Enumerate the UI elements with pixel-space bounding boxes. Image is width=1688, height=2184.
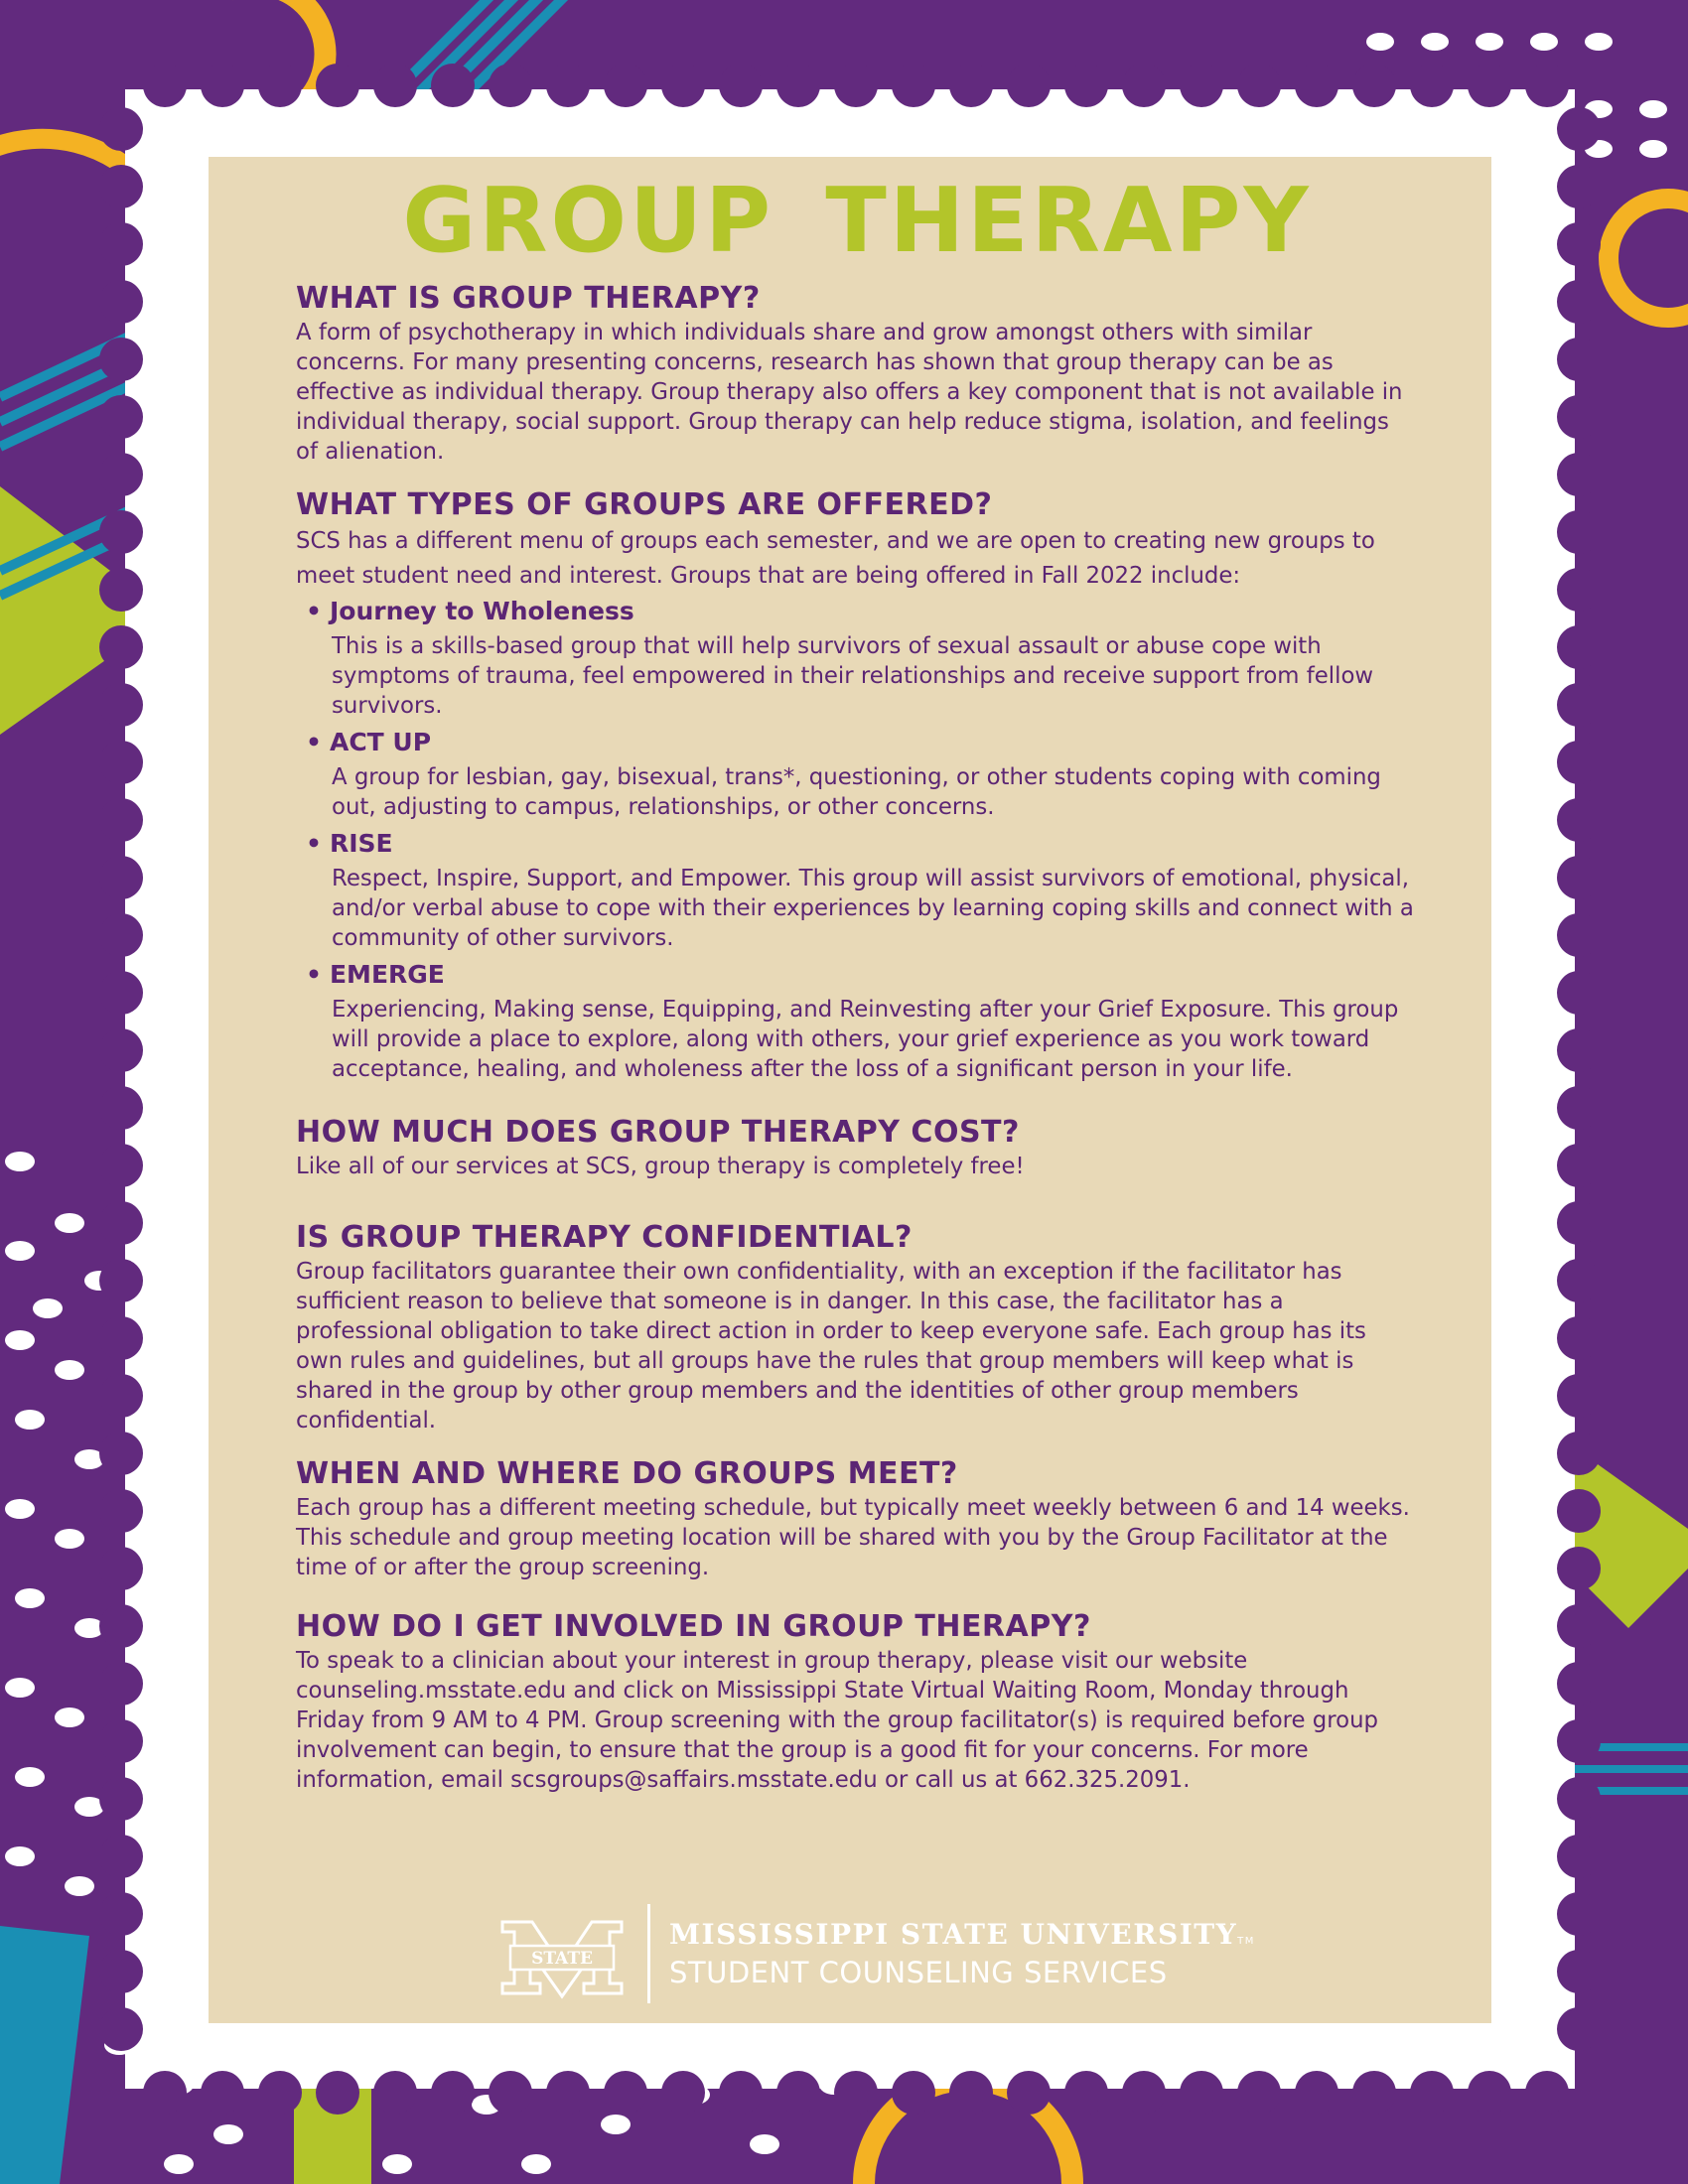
university-label: MISSISSIPPI STATE UNIVERSITY bbox=[669, 1918, 1238, 1951]
university-name bbox=[669, 1918, 1255, 1951]
section-body: To speak to a clinician about your interest in group therapy, please visit our website counseling.msstate.edu and click on Mississippi State Virtual Waiting Room, Monday through Friday from 9 AM to 4 PM. Group screening with the group facilitator(s) is required before group involvement can begin, to ensure that the group is a good fit for your concerns. For more information, email scsgroups@saffairs.msstate.edu or call us at 662.325.2091. bbox=[296, 1648, 1378, 1793]
section-body: SCS has a different menu of groups each semester, and we are open to creating new groups to meet student need and interest. Groups that are being offered in Fall 2022 include: bbox=[296, 528, 1375, 589]
group-name: RISE bbox=[329, 829, 393, 858]
group-description: This is a skills-based group that will help survivors of sexual assault or abuse cope with symptoms of trauma, feel empowered in their relationships and receive support from fellow survivors. bbox=[332, 633, 1374, 719]
section-heading: WHEN AND WHERE DO GROUPS MEET? bbox=[296, 1456, 958, 1491]
bullet-icon: • bbox=[306, 829, 322, 858]
section-heading: WHAT IS GROUP THERAPY? bbox=[296, 281, 761, 316]
group-name: EMERGE bbox=[329, 960, 445, 989]
section-body: Group facilitators guarantee their own confidentiality, with an exception if the facilitator has sufficient reason to believe that someone is in danger. In this case, the facilitator has a professional obligation to take direct action in order to keep everyone safe. Each group has its own rules and guidelines, but all groups have the rules that group members will keep what is shared in the group by other group members and the identities of other group members confidential. bbox=[296, 1259, 1366, 1433]
section-what-is bbox=[296, 280, 1418, 467]
footer bbox=[492, 1904, 1255, 2003]
section-body: Like all of our services at SCS, group therapy is completely free! bbox=[296, 1154, 1025, 1179]
list-item bbox=[306, 959, 1418, 1084]
bullet-icon: • bbox=[306, 728, 322, 756]
section-heading: IS GROUP THERAPY CONFIDENTIAL? bbox=[296, 1220, 913, 1255]
group-description: Respect, Inspire, Support, and Empower. This group will assist survivors of emotional, physical, and/or verbal abuse to cope with their experiences by learning coping skills and connect with a community of other survivors. bbox=[332, 866, 1414, 951]
section-types bbox=[296, 486, 1418, 1084]
divider bbox=[647, 1904, 650, 2003]
trademark: TM bbox=[1237, 1936, 1255, 1947]
section-involved bbox=[296, 1608, 1418, 1795]
section-cost bbox=[296, 1114, 1418, 1181]
bullet-icon: • bbox=[306, 960, 322, 989]
section-when-where bbox=[296, 1455, 1418, 1582]
group-description: A group for lesbian, gay, bisexual, trans*, questioning, or other students coping with coming out, adjusting to campus, relationships, or other concerns. bbox=[332, 764, 1381, 820]
main-content bbox=[296, 167, 1418, 1815]
section-body: Each group has a different meeting schedule, but typically meet weekly between 6 and 14 weeks. This schedule and group meeting location will be shared with you by the Group Facilitator at the time of or after the group screening. bbox=[296, 1495, 1410, 1580]
section-heading: WHAT TYPES OF GROUPS ARE OFFERED? bbox=[296, 487, 993, 522]
section-heading: HOW DO I GET INVOLVED IN GROUP THERAPY? bbox=[296, 1609, 1091, 1644]
msu-logo bbox=[492, 1912, 632, 2001]
logo-text: STATE bbox=[531, 1949, 593, 1969]
list-item bbox=[306, 596, 1418, 721]
list-item bbox=[306, 828, 1418, 953]
group-description: Experiencing, Making sense, Equipping, and Reinvesting after your Grief Exposure. This group will provide a place to explore, along with others, your grief experience as you work toward acceptance, healing, and wholeness after the loss of a significant person in your life. bbox=[332, 997, 1399, 1082]
section-heading: HOW MUCH DOES GROUP THERAPY COST? bbox=[296, 1115, 1020, 1150]
department-name: STUDENT COUNSELING SERVICES bbox=[669, 1956, 1168, 1989]
section-body: A form of psychotherapy in which individuals share and grow amongst others with similar concerns. For many presenting concerns, research has shown that group therapy can be as effective as individual therapy. Group therapy also offers a key component that is not available in individual therapy, social support. Group therapy can help reduce stigma, isolation, and feelings of alienation. bbox=[296, 320, 1403, 465]
section-confidential bbox=[296, 1219, 1418, 1435]
list-item bbox=[306, 727, 1418, 822]
group-name: Journey to Wholeness bbox=[329, 597, 634, 625]
group-name: ACT UP bbox=[329, 728, 432, 756]
bullet-icon: • bbox=[306, 597, 322, 625]
page-title: GROUP THERAPY bbox=[402, 169, 1312, 273]
group-list bbox=[296, 596, 1418, 1084]
